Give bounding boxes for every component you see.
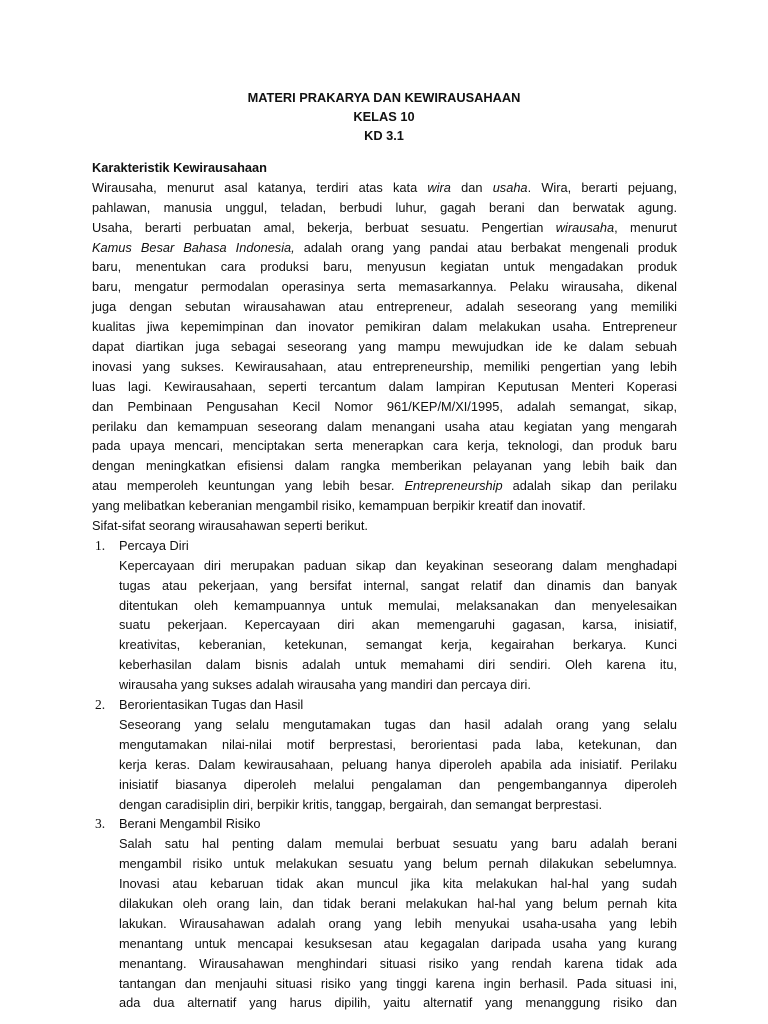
- document-kd: KD 3.1: [364, 128, 404, 143]
- paragraph-line: [92, 257, 677, 277]
- paragraph-line: [92, 476, 677, 496]
- text-segment: atau memperoleh keuntungan yang lebih besar.: [92, 478, 405, 494]
- list-item-line: Salah satu hal penting dalam memulai berbuat sesuatu yang baru adalah berani: [119, 836, 677, 852]
- list-item-line: suatu pekerjaan. Kepercayaan diri akan memengaruhi gagasan, karsa, inisiatif,: [119, 617, 677, 633]
- list-item-title: Berani Mengambil Risiko: [119, 816, 261, 832]
- paragraph-line: [92, 436, 677, 456]
- italic-text: wira: [427, 179, 451, 195]
- list-item-line: tugas atau pekerjaan, yang bersifat internal, sangat relatif dan dinamis dan banyak: [119, 577, 677, 593]
- document-class: KELAS 10: [353, 109, 415, 124]
- list-number: 2.: [95, 697, 106, 713]
- list-item-title: Percaya Diri: [119, 537, 189, 553]
- paragraph-line: [92, 377, 677, 397]
- document-title: MATERI PRAKARYA DAN KEWIRAUSAHAAN: [247, 90, 521, 105]
- paragraph-line: [92, 297, 677, 317]
- text-segment: kualitas jiwa kepemimpinan dan inovator pemikiran dalam melakukan usaha. Entrepreneur: [92, 319, 677, 335]
- text-segment: dapat diartikan juga sebagai seseorang yang mampu mewujudkan ide ke dalam sebuah: [92, 339, 677, 355]
- list-item: [92, 814, 677, 1013]
- paragraph-line: [92, 496, 677, 516]
- list-item-line: lakukan. Wirausahawan adalah orang yang lebih menyukai usaha-usaha yang lebih: [119, 915, 677, 931]
- paragraph-line: [92, 337, 677, 357]
- list-item-line: tantangan dan menjauhi situasi risiko yang tinggi karena ingin berhasil. Pada situasi ini,: [119, 975, 677, 991]
- list-item: [92, 536, 677, 695]
- characteristics-list: [92, 536, 677, 1013]
- list-item-line: keberhasilan dalam bisnis adalah untuk memahami diri sendiri. Oleh karena itu,: [119, 657, 677, 673]
- list-item-line: mengutamakan nilai-nilai motif berprestasi, berorientasi pada laba, ketekunan, dan: [119, 736, 677, 752]
- section-heading: Karakteristik Kewirausahaan: [92, 160, 267, 175]
- list-item-line: kerja keras. Dalam kewirausahaan, peluang hanya diperoleh apabila ada inisiatif. Perilaku: [119, 756, 677, 772]
- list-item-line: dengan caradisiplin diri, berpikir kritis, tanggap, bergairah, dan semangat berprestasi.: [119, 796, 602, 812]
- paragraph-line: [92, 456, 677, 476]
- italic-text: wirausaha: [555, 219, 615, 235]
- paragraph-line: [92, 178, 677, 198]
- list-number: 3.: [95, 816, 106, 832]
- list-item-line: inisiatif biasanya diperoleh melalui pengalaman dan pengembangannya diperoleh: [119, 776, 677, 792]
- list-item-line: menantang. Wirausahawan menghindari situasi risiko yang rendah karena tidak ada: [119, 955, 677, 971]
- text-segment: dengan meningkatkan efisiensi dalam rangka memberikan pelayanan yang lebih baik dan: [92, 458, 677, 474]
- text-segment: adalah orang yang pandai atau berbakat mengenali produk: [294, 239, 677, 255]
- paragraph-line: [92, 397, 677, 417]
- list-item-title: Berorientasikan Tugas dan Hasil: [119, 697, 304, 713]
- italic-text: Entrepreneurship: [404, 478, 503, 494]
- list-item-line: ada dua alternatif yang harus dipilih, yaitu alternatif yang menanggung risiko dan: [119, 995, 677, 1011]
- list-item: [92, 695, 677, 814]
- paragraph-line: [92, 218, 677, 238]
- list-item-line: Inovasi atau kebaruan tidak akan muncul jika kita melakukan hal-hal yang sudah: [119, 876, 677, 892]
- list-item-line: wirausaha yang sukses adalah wirausaha yang mandiri dan percaya diri.: [119, 677, 531, 693]
- list-item-line: Kepercayaan diri merupakan paduan sikap dan keyakinan seseorang dalam menghadapi: [119, 557, 677, 573]
- text-segment: Usaha, berarti perbuatan amal, bekerja, berbuat sesuatu. Pengertian: [92, 219, 556, 235]
- paragraph-line: [92, 238, 677, 258]
- text-segment: baru, menentukan cara produksi baru, menyusun kegiatan untuk mengadakan produk: [92, 259, 677, 275]
- text-segment: pada upaya mencari, menciptakan serta menerapkan cara kerja, teknologi, dan produk baru: [92, 438, 677, 454]
- list-number: 1.: [95, 537, 106, 553]
- list-item-line: kreativitas, keberanian, ketekunan, semangat kerja, kegairahan berkarya. Kunci: [119, 637, 677, 653]
- text-segment: baru, mengatur permodalan operasinya serta memasarkannya. Pelaku wirausaha, dikenal: [92, 279, 677, 295]
- text-segment: yang melibatkan keberanian mengambil risiko, kemampuan berpikir kreatif dan inovatif.: [92, 498, 586, 514]
- text-segment: . Wira, berarti pejuang,: [527, 179, 678, 195]
- text-segment: adalah sikap dan perilaku: [502, 478, 677, 494]
- paragraph-line: [92, 357, 677, 377]
- text-segment: perilaku dan kemampuan seseorang dalam menangani usaha atau kegiatan yang mengarah: [92, 418, 677, 434]
- text-segment: Wirausaha, menurut asal katanya, terdiri atas kata: [92, 179, 428, 195]
- text-segment: dan Pembinaan Pengusahan Kecil Nomor 961/KEP/M/XI/1995, adalah semangat, sikap,: [92, 398, 677, 414]
- list-item-line: ditentukan oleh kemampuannya untuk memulai, melaksanakan dan menyelesaikan: [119, 597, 677, 613]
- text-segment: luas lagi. Kewirausahaan, seperti tercantum dalam lampiran Keputusan Menteri Koperasi: [92, 378, 677, 394]
- list-item-line: menantang untuk mencapai kesuksesan atau kegagalan daripada usaha yang kurang: [119, 935, 677, 951]
- text-segment: dan: [450, 179, 493, 195]
- italic-text: Kamus Besar Bahasa Indonesia,: [92, 239, 295, 255]
- list-intro: Sifat-sifat seorang wirausahawan seperti berikut.: [92, 518, 368, 534]
- document-body: [92, 158, 677, 1013]
- text-segment: pahlawan, manusia unggul, teladan, berbudi luhur, gagah berani dan berwatak agung.: [92, 199, 677, 215]
- paragraph-line: [92, 277, 677, 297]
- list-item-line: mengambil risiko untuk melakukan sesuatu yang belum pernah dilakukan sebelumnya.: [119, 856, 677, 872]
- text-segment: inovasi yang sukses. Kewirausahaan, atau entrepreneurship, memiliki pengertian yang lebih: [92, 358, 677, 374]
- italic-text: usaha: [492, 179, 528, 195]
- paragraph-line: [92, 417, 677, 437]
- text-segment: juga dengan sebutan wirausahawan atau entrepreneur, adalah seseorang yang memiliki: [92, 299, 677, 315]
- list-item-line: dilakukan oleh orang lain, dan tidak berani melakukan hal-hal yang belum pernah kita: [119, 895, 677, 911]
- paragraph-line: [92, 317, 677, 337]
- text-segment: , menurut: [614, 219, 677, 235]
- paragraph-line: [92, 198, 677, 218]
- intro-paragraph: [92, 178, 677, 516]
- list-item-line: Seseorang yang selalu mengutamakan tugas dan hasil adalah orang yang selalu: [119, 716, 677, 732]
